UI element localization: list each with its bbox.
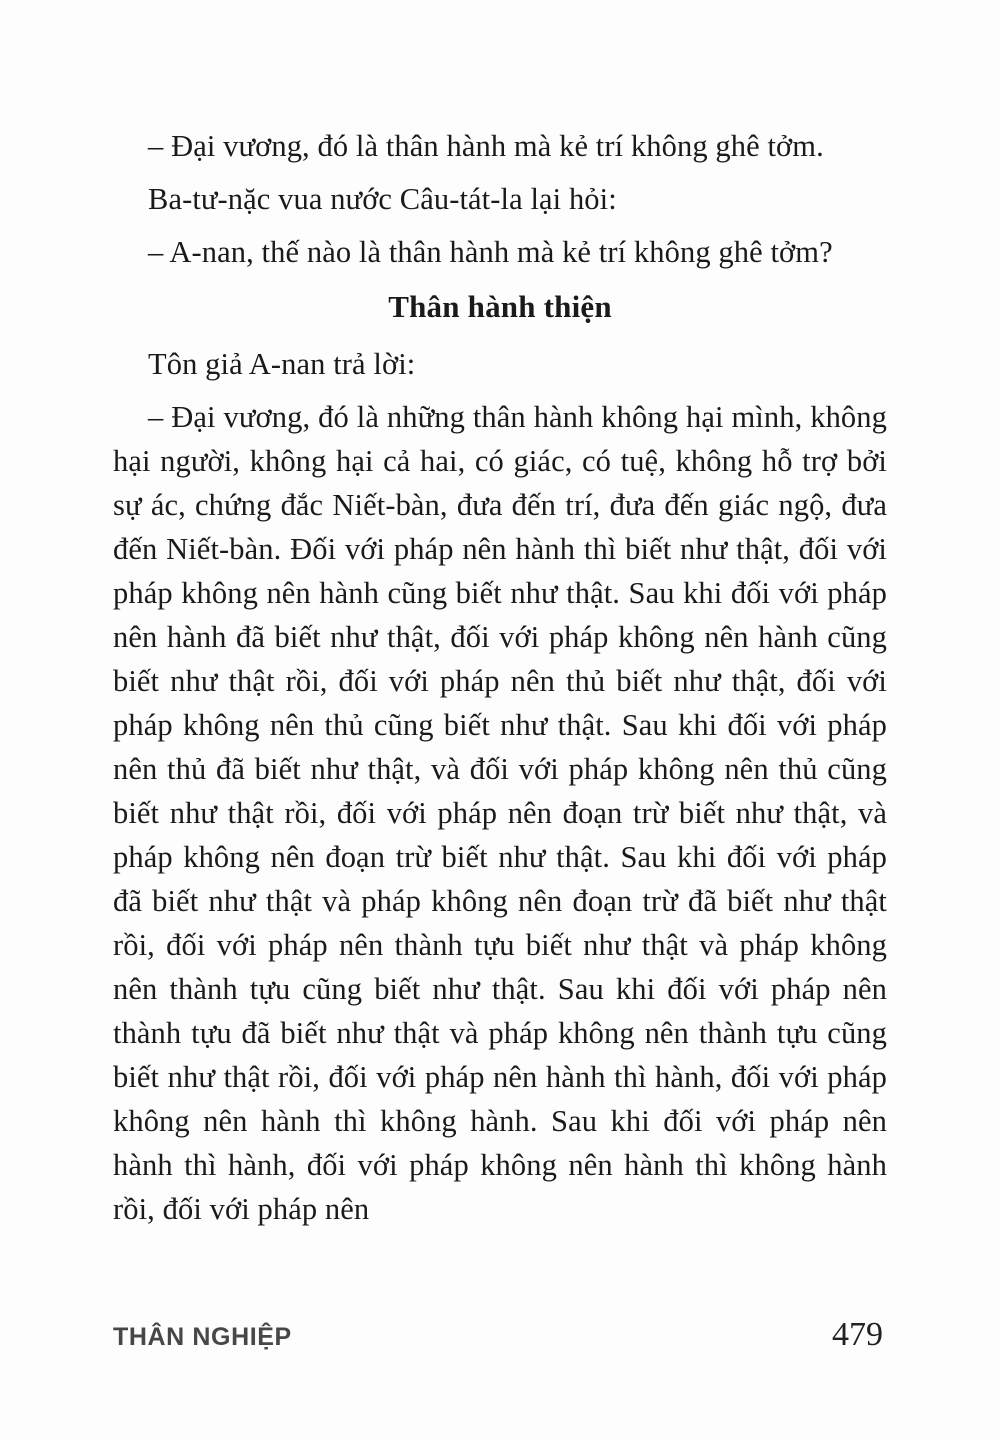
page-number: 479 bbox=[832, 1316, 883, 1353]
paragraph-dialog-3: – Đại vương, đó là những thân hành không hại mình, không hại người, không hại cả hai, có giác, có tuệ, không hỗ trợ bởi sự ác, chứng đắc Niết-bàn, đưa đến trí, đưa đến giác ngộ, đưa đến Niết-bàn. Đối với pháp nên hành thì biết như thật, đối với pháp không nên hành cũng biết như thật. Sau khi đối với pháp nên hành đã biết như thật, đối với pháp không nên hành cũng biết như thật rồi, đối với pháp nên thủ biết như thật, đối với pháp không nên thủ cũng biết như thật. Sau khi đối với pháp nên thủ đã biết như thật, và đối với pháp không nên thủ cũng biết như thật rồi, đối với pháp nên đoạn trừ biết như thật, và pháp không nên đoạn trừ biết như thật. Sau khi đối với pháp đã biết như thật và pháp không nên đoạn trừ đã biết như thật rồi, đối với pháp nên thành tựu biết như thật và pháp không nên thành tựu cũng biết như thật. Sau khi đối với pháp nên thành tựu đã biết như thật và pháp không nên thành tựu cũng biết như thật rồi, đối với pháp nên hành thì hành, đối với pháp không nên hành thì không hành. Sau khi đối với pháp nên hành thì hành, đối với pháp không nên hành thì không hành rồi, đối với pháp nên bbox=[113, 400, 887, 1226]
section-heading: Thân hành thiện bbox=[388, 289, 612, 324]
paragraph-narration-2: Tôn giả A-nan trả lời: bbox=[148, 347, 416, 381]
paragraph-dialog-2: – A-nan, thế nào là thân hành mà kẻ trí không ghê tởm? bbox=[148, 235, 833, 269]
page-content bbox=[113, 124, 887, 1231]
page-footer bbox=[113, 1316, 883, 1354]
running-footer-title: THÂN NGHIỆP bbox=[113, 1323, 292, 1351]
paragraph-narration-1: Ba-tư-nặc vua nước Câu-tát-la lại hỏi: bbox=[148, 182, 617, 216]
paragraph-dialog-1: – Đại vương, đó là thân hành mà kẻ trí không ghê tởm. bbox=[148, 129, 824, 163]
